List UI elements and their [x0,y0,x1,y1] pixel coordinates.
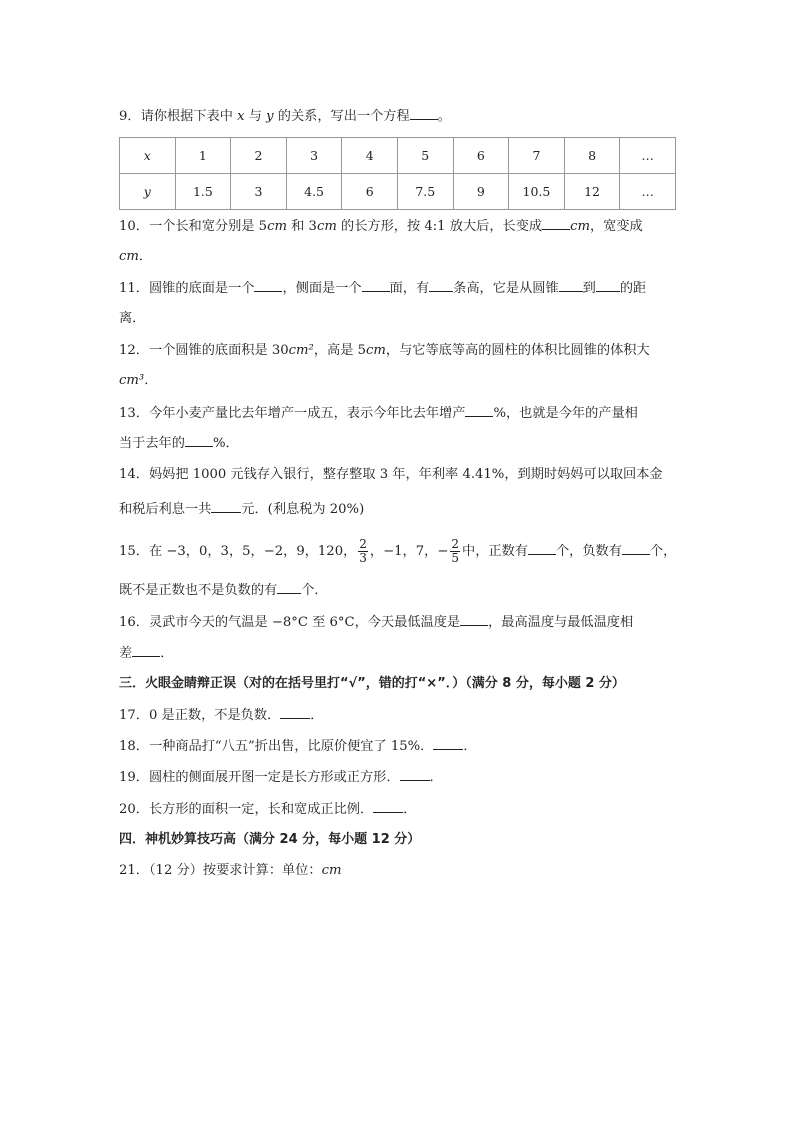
q10-text: 的长方形，按 4:1 放大后，长变成 [336,219,543,234]
q20-text: 20．长方形的面积一定，长和宽成正比例． [119,802,374,817]
table-row-x [120,138,676,174]
fraction-numerator: 2 [451,537,460,551]
q15-text: 个， [649,544,677,559]
table-cell: … [620,174,676,210]
q10-text: 和 3 [286,219,317,234]
q11-text: ，侧面是一个 [282,281,362,296]
question-15-line-1 [119,537,676,567]
q14-text: 14．妈妈把 1000 元钱存入银行，整存整取 3 年，年利率 4.41%，到期时妈妈可以取回本金 [119,467,663,482]
fraction-numerator: 2 [359,537,367,551]
table-row-y [120,174,676,210]
q9-var-y: y [266,109,274,124]
q18-text: ． [463,739,477,754]
q14-blank-total[interactable] [211,500,241,513]
question-9 [119,107,451,126]
q11-text: 离． [119,311,146,326]
question-16-line-1 [119,613,633,632]
question-10-line-1 [119,217,643,236]
q9-var-x: x [237,109,245,124]
unit-cm: cm [321,863,342,878]
q18-text: 18．一种商品打“八五”折出售，比原价便宜了 15%． [119,739,434,754]
table-cell: x [120,138,176,174]
q10-length-blank[interactable] [542,217,570,230]
q12-text: 12．一个圆锥的底面积是 30 [119,343,289,358]
q14-text: 元．(利息税为 20%) [241,502,365,517]
table-cell: 2 [231,138,287,174]
q9-text: 。 [437,109,451,124]
table-cell: y [120,174,176,210]
q15-text: 中，正数有 [462,544,528,559]
q20-text: ． [403,802,417,817]
q16-text: ，最高温度与最低温度相 [488,615,634,630]
q16-blank-lowest[interactable] [460,613,488,626]
q14-text: 和税后利息一共 [119,502,212,517]
q11-text: 到 [582,281,596,296]
q11-text: 11．圆锥的底面是一个 [119,281,255,296]
table-cell: 1.5 [175,174,231,210]
q13-text: 当于去年的 [119,436,185,451]
q19-answer-blank[interactable] [400,768,430,781]
q16-blank-difference[interactable] [132,644,160,657]
unit-cm2: cm² [288,343,314,358]
fraction-denominator: 5 [451,551,460,565]
question-14-line-1 [119,466,663,484]
table-cell: 3 [231,174,287,210]
q9-answer-blank[interactable] [410,107,438,120]
section-3-heading: 三．火眼金睛辩正误（对的在括号里打“√”，错的打“×”．）（满分 8 分，每小题 2 分） [119,676,625,691]
unit-cm: cm [119,249,139,264]
q16-text: 差 [119,646,133,661]
fraction-two-fifths [450,538,460,565]
table-cell: 9 [453,174,509,210]
q11-text: 条高，它是从圆锥 [453,281,559,296]
table-cell: 7 [509,138,565,174]
q15-text: 15．在 −3，0，3，5，−2，9，120， [119,544,357,559]
q16-text: ． [160,646,174,661]
q13-blank-percent[interactable] [185,434,213,447]
q11-blank-base[interactable] [254,279,282,292]
unit-cm: cm [316,219,337,234]
q11-blank-side[interactable] [362,279,390,292]
q11-text: 的距 [619,281,647,296]
q17-answer-blank[interactable] [280,706,310,719]
q21-text: 21．（12 分）按要求计算：单位： [119,863,322,878]
q10-text: ，宽变成 [590,219,643,234]
q20-answer-blank[interactable] [373,800,403,813]
question-16-line-2 [119,644,173,663]
question-13-line-1 [119,404,638,423]
question-19 [119,768,443,787]
q18-answer-blank[interactable] [433,737,463,750]
question-13-line-2 [119,434,239,453]
table-cell: 5 [397,138,453,174]
q10-text: ． [138,249,153,264]
q16-text: 16．灵武市今天的气温是 −8°C 至 6°C，今天最低温度是 [119,615,461,630]
section-4-heading: 四．神机妙算技巧高（满分 24 分，每小题 12 分） [119,832,421,847]
q10-text: 10．一个长和宽分别是 5 [119,219,268,234]
q15-text: 既不是正数也不是负数的有 [119,583,278,598]
fraction-two-thirds [358,538,368,565]
q9-text: 的关系，写出一个方程 [273,109,410,124]
question-14-line-2 [119,500,364,519]
question-12-line-2 [119,372,157,390]
table-cell: … [620,138,676,174]
q15-text: ，−1，7，− [369,544,449,559]
q13-text: %． [212,436,239,451]
table-cell: 4.5 [286,174,342,210]
q11-blank-from[interactable] [559,279,583,292]
unit-cm: cm [570,219,590,234]
q13-text: 13．今年小麦产量比去年增产一成五，表示今年比去年增产 [119,406,466,421]
q17-text: 17．0 是正数，不是负数． [119,708,281,723]
q12-text: ． [144,373,158,388]
table-cell: 8 [564,138,620,174]
question-11-line-1 [119,279,646,298]
xy-table [119,137,676,210]
unit-cm: cm [365,343,386,358]
q15-blank-negative[interactable] [622,542,650,555]
table-cell: 1 [175,138,231,174]
q19-text: 19．圆柱的侧面展开图一定是长方形或正方形． [119,770,400,785]
question-11-line-2 [119,310,145,328]
q17-text: ． [310,708,324,723]
q13-blank-increase[interactable] [465,404,493,417]
q9-text: 与 [244,109,267,124]
unit-cm3: cm³ [119,373,145,388]
table-cell: 12 [564,174,620,210]
question-10-line-2 [119,248,152,266]
table-cell: 6 [342,174,398,210]
q9-text: 9．请你根据下表中 [119,109,238,124]
q11-blank-to[interactable] [596,279,620,292]
question-17 [119,706,323,725]
table-cell: 7.5 [397,174,453,210]
q15-blank-neither[interactable] [277,581,301,594]
q11-blank-count[interactable] [429,279,453,292]
table-cell: 10.5 [509,174,565,210]
question-18 [119,737,477,756]
q15-blank-positive[interactable] [528,542,556,555]
q12-text: ，与它等底等高的圆柱的体积比圆锥的体积大 [385,343,650,358]
fraction-denominator: 3 [359,551,367,565]
unit-cm: cm [267,219,287,234]
question-12-line-1 [119,342,650,360]
q13-text: %，也就是今年的产量相 [493,406,638,421]
table-cell: 4 [342,138,398,174]
table-cell: 3 [286,138,342,174]
table-cell: 6 [453,138,509,174]
question-20 [119,800,416,819]
q15-text: 个． [301,583,328,598]
q15-text: 个，负数有 [555,544,622,559]
question-21 [119,862,342,880]
q12-text: ，高是 5 [313,343,366,358]
q11-text: 面，有 [389,281,430,296]
question-15-line-2 [119,581,328,600]
q19-text: ． [429,770,443,785]
